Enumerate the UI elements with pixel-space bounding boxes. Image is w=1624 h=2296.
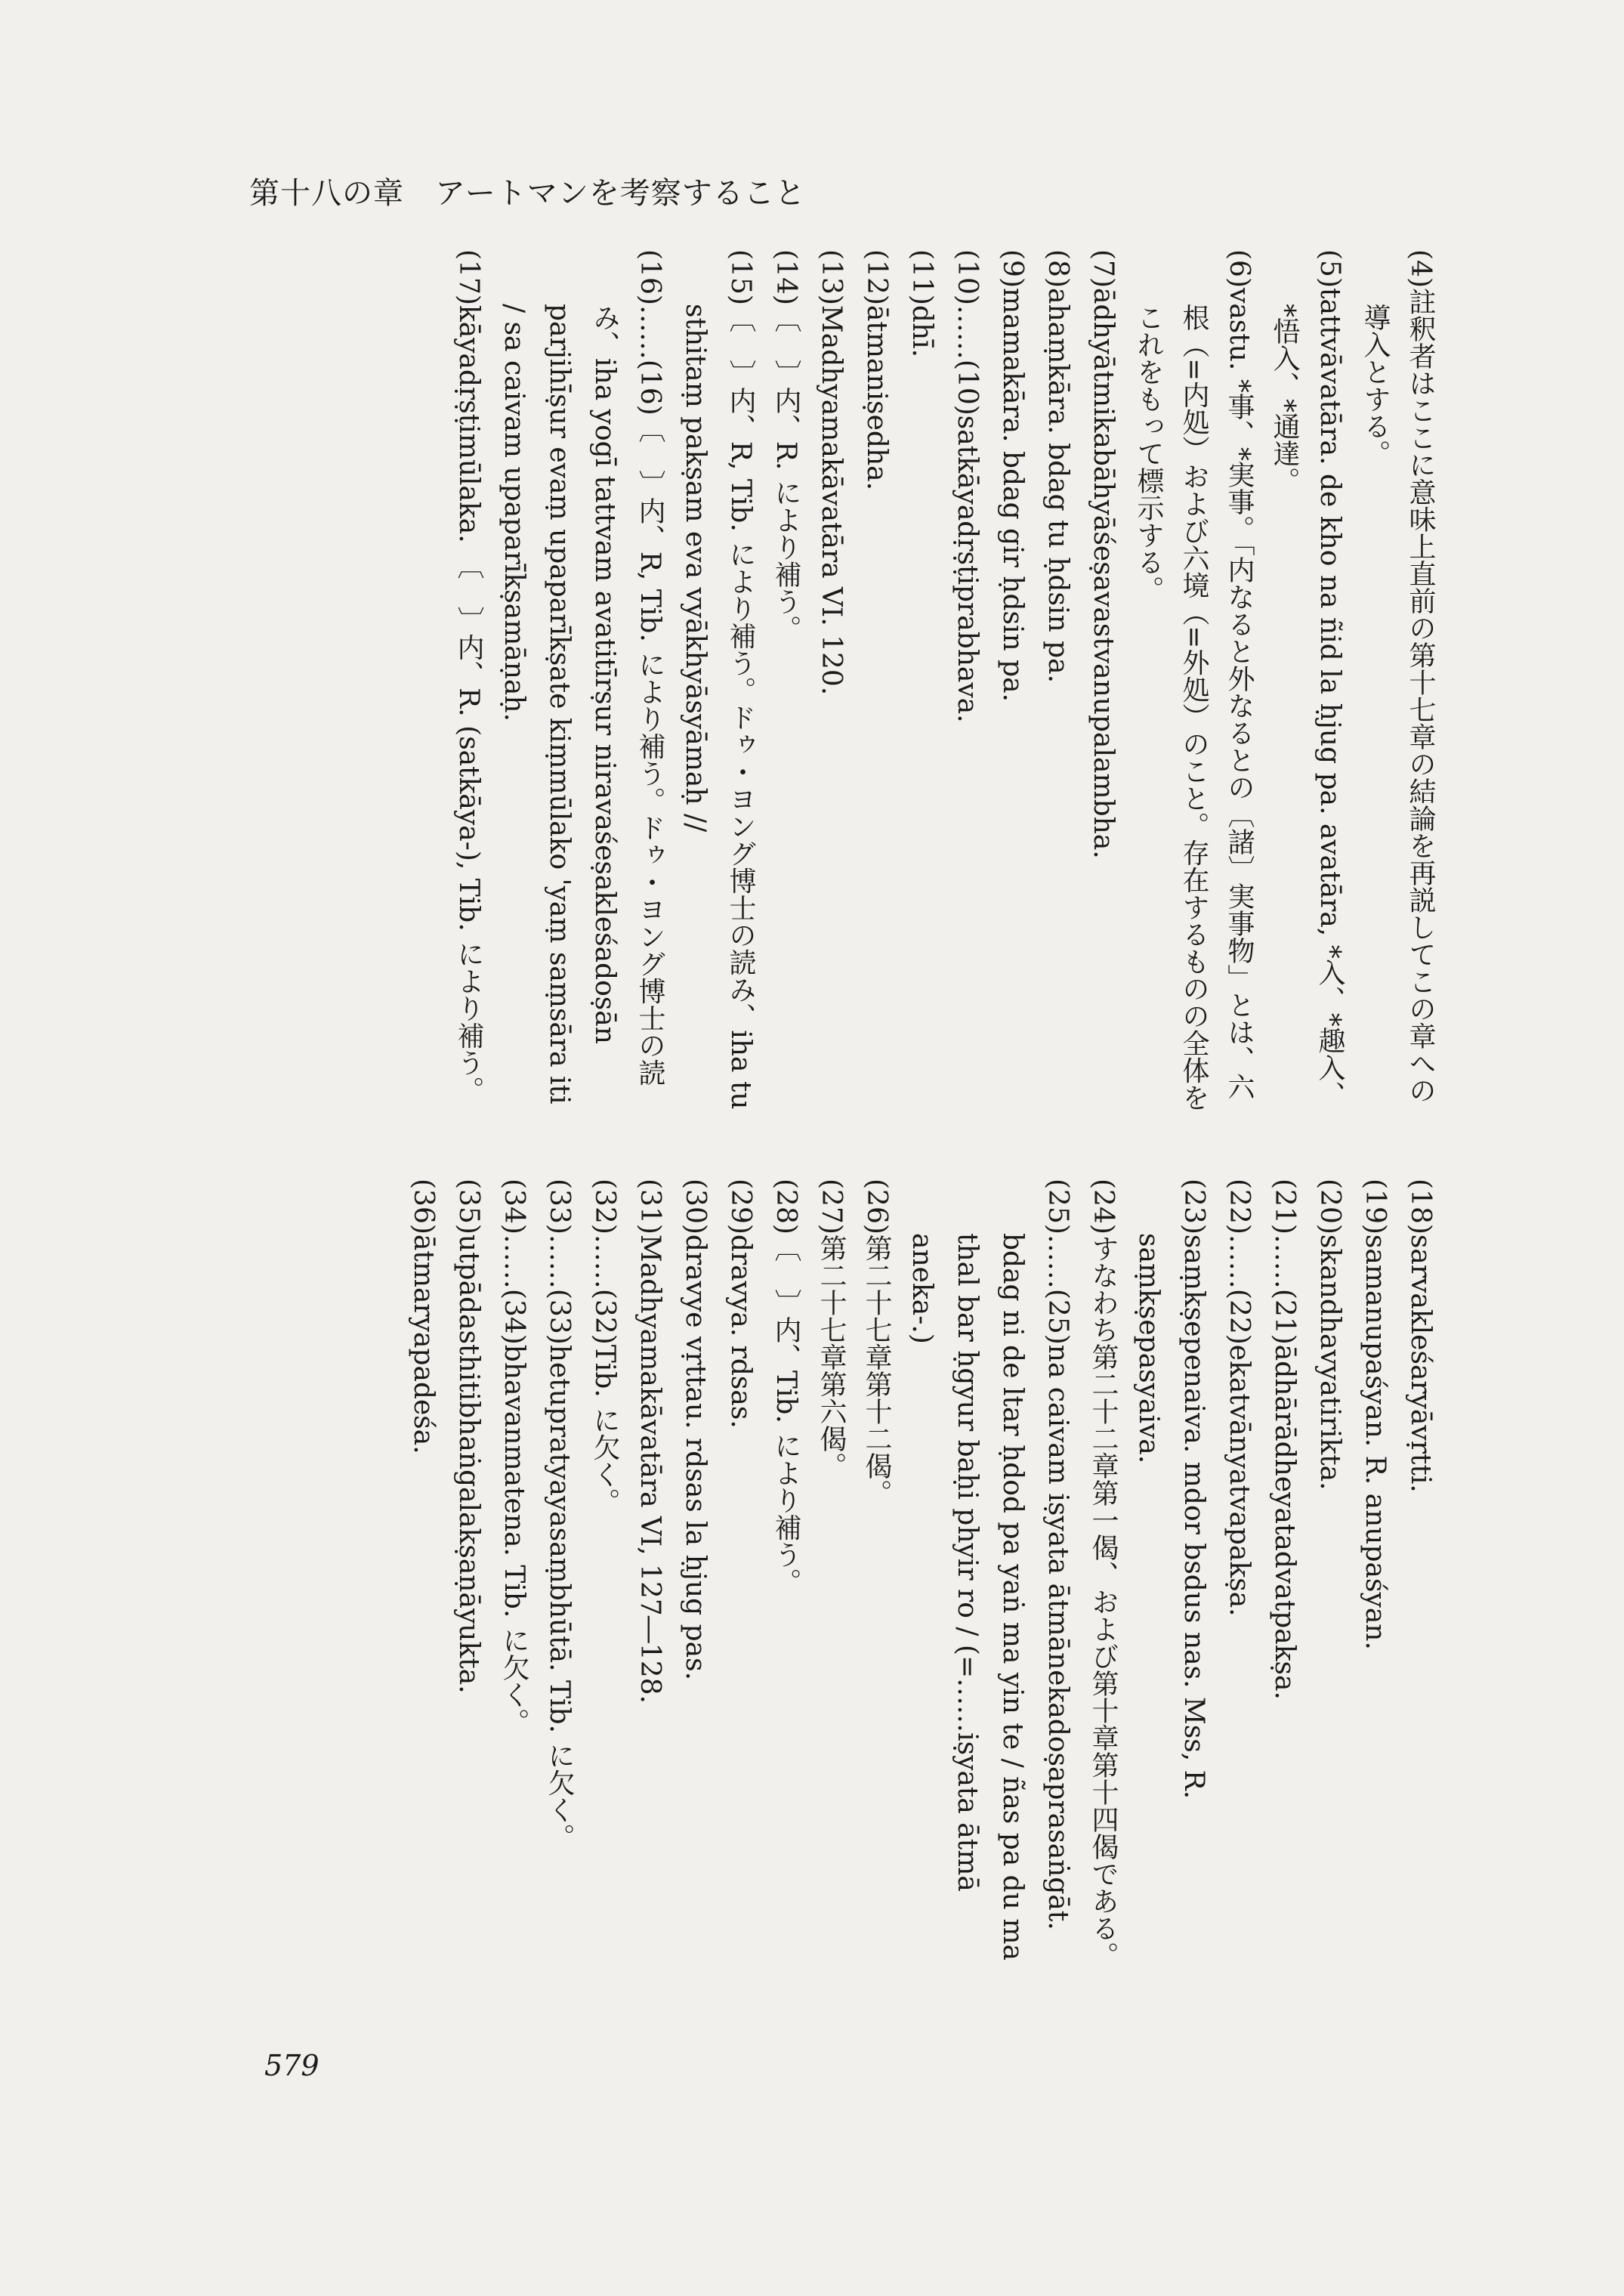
note-5: (5)tattvāvatāra. de kho na ñid la ḥjug pa. avatāra, *入、*趣入、*悟入、*通達。 [1269,249,1345,1108]
note-17: (17)kāyadṛṣṭimūlaka. 〔 〕内、R. (satkāya-), Tib. により補う。 [453,249,484,1104]
note-28: (28)〔 〕内、Tib. により補う。 [770,1179,801,1596]
note-8: (8)ahaṃkāra. bdag tu ḥdsin pa. [1042,249,1073,684]
note-10: (10)……(10)satkāyadṛṣṭiprabhava. [952,249,983,723]
note-24: (24)すなわち第二十二章第一偈、および第十章第十四偈である。 [1088,1179,1119,1969]
note-15: (15)〔 〕内、R, Tib. により補う。ドゥ・ヨング博士の読み、iha tu sthitaṃ pakṣam eva vyākhyāsyāmaḥ // [680,249,756,1110]
note-22: (22)……(22)ekatvānyatvapakṣa. [1224,1179,1255,1617]
note-31: (31)Madhyamakāvatāra VI, 127―128. [634,1179,665,1704]
note-4: (4)註釈者はここに意味上直前の第十七章の結論を再説してこの章への導入とする。 [1360,249,1436,1104]
note-19: (19)samanupaśyan. R. anupaśyan. [1360,1179,1391,1650]
note-6: (6)vastu. *事、*実事。「内なると外なるとの〔諸〕実事物」とは、六根（=内処）および六境（=外処）のこと。存在するものの全体をこれをもって標示する。 [1133,249,1255,1111]
note-29: (29)dravya. rdsas. [725,1179,756,1429]
note-7: (7)ādhyātmikabāhyāśeṣavastvanupalambha. [1088,249,1119,859]
note-33: (33)……(33)hetupratyayasaṃbhūtā. Tib. に欠く。 [544,1179,575,1851]
note-20: (20)skandhavyatirikta. [1314,1179,1345,1491]
note-18: (18)sarvakleśaryāvṛtti. [1405,1179,1436,1493]
note-34: (34)……(34)bhavanmatena. Tib. に欠く。 [499,1179,529,1735]
note-35: (35)utpādasthitibhaṅgalakṣaṇāyukta. [453,1179,484,1694]
note-14: (14)〔 〕内、R. により補う。 [770,249,801,642]
note-13: (13)Madhyamakāvatāra VI. 120. [816,249,847,696]
page-number: 579 [264,2049,320,2082]
note-12: (12)ātmaniṣedha. [861,249,892,491]
note-32: (32)……(32)Tib. に欠く。 [589,1179,620,1516]
note-11: (11)dhī. [906,249,937,358]
running-head: 第十八の章 アートマンを考察すること [249,176,806,211]
note-36: (36)ātmaryapadeśa. [408,1179,439,1454]
note-9: (9)mamakāra. bdag gir ḥdsin pa. [997,249,1028,703]
note-30: (30)dravye vṛttau. rdsas la ḥjug pas. [680,1179,711,1681]
note-21: (21)……(21)ādhārādheyatadvatpakṣa. [1269,1179,1300,1700]
note-26: (26)第二十七章第十二偈。 [861,1179,892,1506]
note-23: (23)saṃkṣepenaiva. mdor bsdus nas. Mss, R. saṃkṣepasyaiva. [1133,1179,1209,1800]
notes-column-upper [446,249,1443,1114]
note-16: (16)……(16)〔 〕内、R, Tib. により補う。ドゥ・ヨング博士の読み、iha yogī tattvam avatitīrṣur niravaśeṣakleśadoṣān parjihīṣur evaṃ upaparīkṣate kiṃmūlako 'yaṃ saṃsāra iti / sa caivam upaparīkṣamāṇaḥ. [499,249,665,1105]
note-27: (27)第二十七章第六偈。 [816,1179,847,1479]
note-25: (25)……(25)na caivam iṣyata ātmānekadoṣaprasaṅgāt. bdag ni de ltar ḥdod pa yaṅ ma yin te / ñas pa du ma thal bar ḥgyur baḥi phyir ro / (=……iṣyata ātmā aneka-.) [906,1179,1073,1961]
notes-column-lower [400,1179,1443,1972]
